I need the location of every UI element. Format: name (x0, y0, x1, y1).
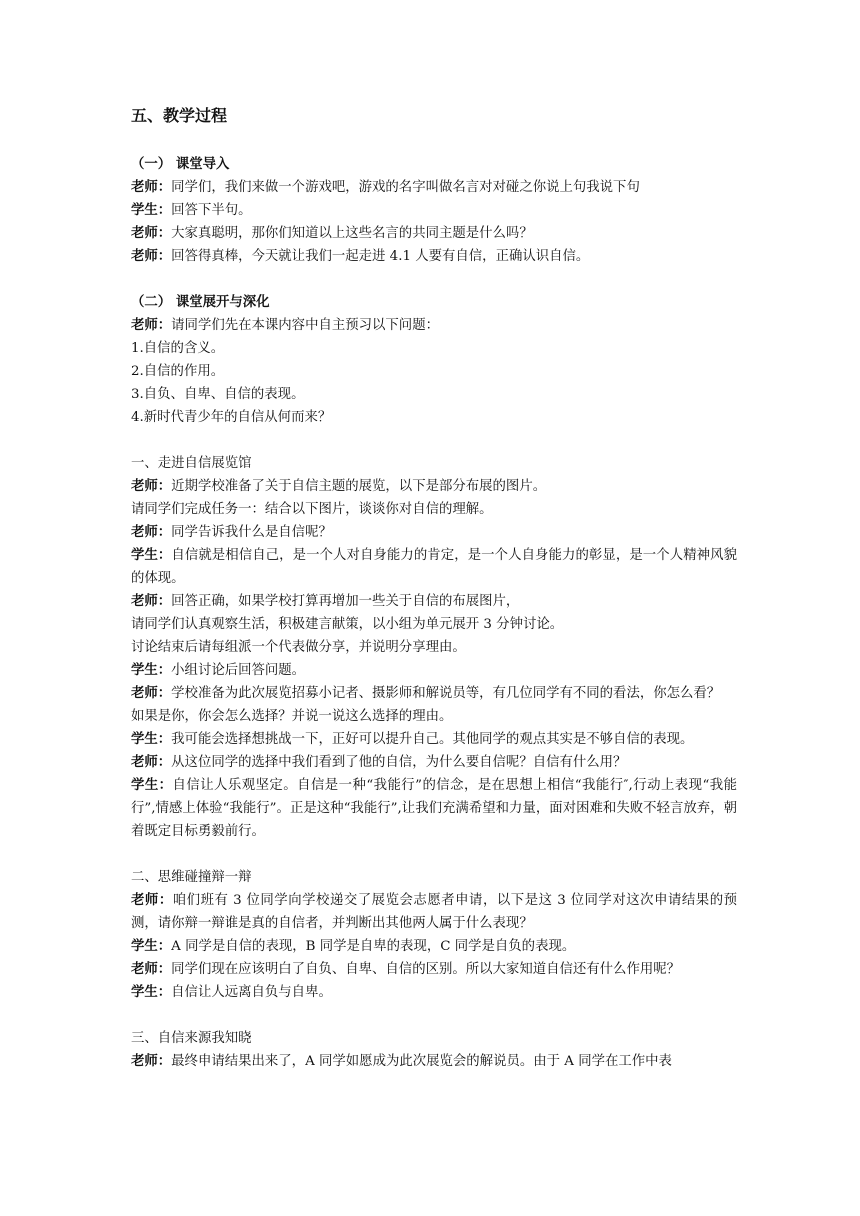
speaker-label: 老师： (131, 180, 172, 195)
dialogue-line (131, 889, 737, 935)
question-item: 4.新时代青少年的自信从何而来？ (131, 410, 332, 425)
speaker-label: 老师： (131, 962, 172, 977)
speaker-label: 学生： (131, 548, 172, 563)
dialogue-line (131, 774, 737, 843)
dialogue-text: 自信让人远离自负与自卑。 (171, 985, 332, 1000)
speaker-label: 老师： (131, 686, 172, 701)
speaker-label: 老师： (131, 1054, 172, 1069)
dialogue-line (131, 981, 737, 1004)
speaker-label: 学生： (131, 203, 172, 218)
dialogue-line (131, 728, 737, 751)
part-heading-debate: 二、思维碰撞辩一辩 (131, 870, 252, 885)
dialogue-text: 同学们，我们来做一个游戏吧，游戏的名字叫做名言对对碰之你说上句我说下句 (171, 180, 640, 195)
instruction-line: 如果是你，你会怎么选择？并说一说这么选择的理由。 (131, 709, 453, 724)
dialogue-text: 回答下半句。 (171, 203, 252, 218)
speaker-label: 学生： (131, 732, 172, 747)
speaker-label: 老师： (131, 755, 172, 770)
dialogue-text: 自信让人乐观坚定。自信是一种“我能行”的信念，是在思想上相信“我能行″,行动上表现“我能行”,情感上体验“我能行”。正是这种“我能行”,让我们充满希望和力量，面对困难和失败不轻言放弃，朝着既定目标勇毅前行。 (131, 778, 738, 839)
dialogue-text: 近期学校准备了关于自信主题的展览，以下是部分布展的图片。 (171, 479, 547, 494)
dialogue-line (131, 1050, 737, 1073)
dialogue-text: A 同学是自信的表现，B 同学是自卑的表现，C 同学是自负的表现。 (171, 939, 576, 954)
dialogue-text: 大家真聪明，那你们知道以上这些名言的共同主题是什么吗？ (171, 226, 533, 241)
speaker-label: 学生： (131, 939, 172, 954)
instruction-line: 请同学们认真观察生活，积极建言献策，以小组为单元展开 3 分钟讨论。 (131, 617, 564, 632)
speaker-label: 老师： (131, 249, 172, 264)
dialogue-line (131, 222, 737, 245)
dialogue-text: 从这位同学的选择中我们看到了他的自信，为什么要自信呢？自信有什么用？ (171, 755, 627, 770)
dialogue-text: 最终申请结果出来了，A 同学如愿成为此次展览会的解说员。由于 A 同学在工作中表 (171, 1054, 672, 1069)
dialogue-line (131, 199, 737, 222)
speaker-label: 老师： (131, 893, 173, 908)
dialogue-line (131, 314, 737, 337)
part-heading-confidence-source: 三、自信来源我知晓 (131, 1031, 252, 1046)
instruction-line: 讨论结束后请每组派一个代表做分享，并说明分享理由。 (131, 640, 466, 655)
document-page (131, 104, 737, 1073)
speaker-label: 老师： (131, 226, 172, 241)
speaker-label: 老师： (131, 479, 172, 494)
dialogue-line (131, 176, 737, 199)
dialogue-line (131, 521, 737, 544)
dialogue-line (131, 245, 737, 268)
dialogue-line (131, 659, 737, 682)
speaker-label: 老师： (131, 594, 172, 609)
speaker-label: 学生： (131, 663, 172, 678)
dialogue-line (131, 590, 737, 613)
question-item: 1.自信的含义。 (131, 341, 225, 356)
dialogue-line (131, 682, 737, 705)
dialogue-line (131, 958, 737, 981)
dialogue-line (131, 751, 737, 774)
dialogue-text: 同学告诉我什么是自信呢？ (171, 525, 332, 540)
dialogue-text: 自信就是相信自己，是一个人对自身能力的肯定，是一个人自身能力的彰显，是一个人精神风貌的体现。 (131, 548, 737, 586)
speaker-label: 学生： (131, 778, 173, 793)
speaker-label: 老师： (131, 525, 172, 540)
question-item: 3.自负、自卑、自信的表现。 (131, 387, 305, 402)
page-title: 五、教学过程 (131, 106, 228, 125)
dialogue-text: 咱们班有 3 位同学向学校递交了展览会志愿者申请，以下是这 3 位同学对这次申请结果的预测，请你辩一辩谁是真的自信者，并判断出其他两人属于什么表现？ (131, 893, 738, 931)
dialogue-text: 学校准备为此次展览招募小记者、摄影师和解说员等，有几位同学有不同的看法，你怎么看？ (171, 686, 721, 701)
dialogue-line (131, 544, 737, 590)
instruction-line: 请同学们完成任务一：结合以下图片，谈谈你对自信的理解。 (131, 502, 493, 517)
speaker-label: 老师： (131, 318, 172, 333)
dialogue-text: 请同学们先在本课内容中自主预习以下问题： (171, 318, 439, 333)
section-heading-intro: （一） 课堂导入 (131, 157, 230, 172)
question-item: 2.自信的作用。 (131, 364, 225, 379)
speaker-label: 学生： (131, 985, 172, 1000)
dialogue-text: 回答正确，如果学校打算再增加一些关于自信的布展图片， (171, 594, 520, 609)
dialogue-text: 同学们现在应该明白了自负、自卑、自信的区别。所以大家知道自信还有什么作用呢？ (171, 962, 681, 977)
dialogue-text: 小组讨论后回答问题。 (171, 663, 306, 678)
dialogue-text: 回答得真棒，今天就让我们一起走进 4.1 人要有自信，正确认识自信。 (171, 249, 590, 264)
dialogue-line (131, 935, 737, 958)
part-heading-exhibition: 一、走进自信展览馆 (131, 456, 252, 471)
dialogue-line (131, 475, 737, 498)
dialogue-text: 我可能会选择想挑战一下，正好可以提升自己。其他同学的观点其实是不够自信的表现。 (171, 732, 694, 747)
section-heading-development: （二） 课堂展开与深化 (131, 295, 270, 310)
